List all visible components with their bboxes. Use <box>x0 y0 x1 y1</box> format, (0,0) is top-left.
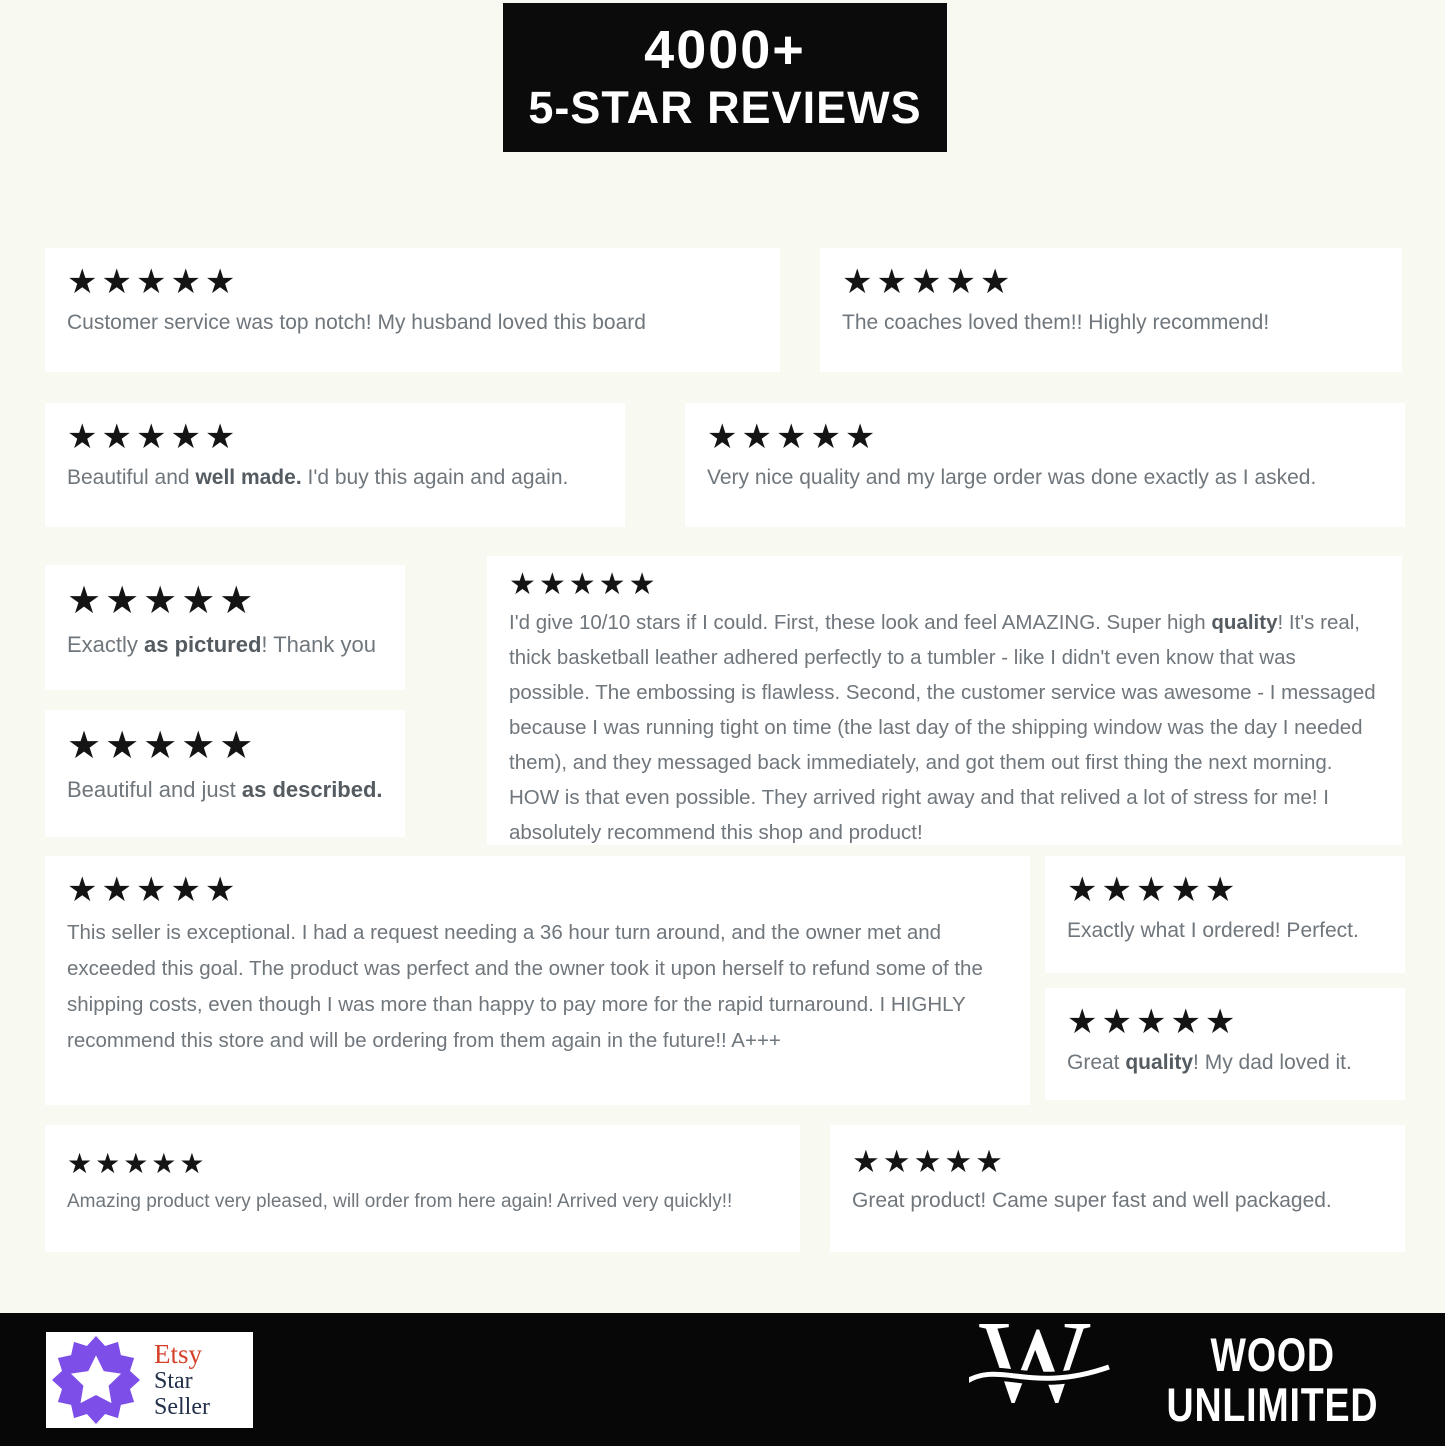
review-card <box>45 248 780 372</box>
w-monogram-icon <box>979 1296 1104 1439</box>
review-card <box>45 565 405 690</box>
star-rating: ★★★★★ <box>67 418 240 456</box>
review-text: Very nice quality and my large order was done exactly as I asked. <box>707 466 1317 490</box>
star-rating: ★★★★★ <box>509 568 659 601</box>
review-text: Customer service was top notch! My husband loved this board <box>67 311 646 335</box>
review-text: This seller is exceptional. I had a request needing a 36 hour turn around, and the owner met and exceeded this goal. The product was perfect and the owner took it upon herself to refund some of the shipping costs, even though I was more than happy to pay more for the rapid turnaround. I HIGHLY recommend this store and will be ordering from them again in the future!! A+++ <box>67 921 983 1053</box>
star-rating: ★★★★★ <box>852 1144 1006 1179</box>
reviews-count: 4000+ <box>644 19 806 80</box>
star-seal-icon <box>52 1336 140 1424</box>
brand-name-line2: UNLIMITED <box>1166 1378 1379 1431</box>
star-rating: ★★★★★ <box>67 871 240 909</box>
star-rating: ★★★★★ <box>67 580 258 622</box>
review-card <box>830 1125 1405 1252</box>
star-rating: ★★★★★ <box>67 263 240 301</box>
review-text: Amazing product very pleased, will order from here again! Arrived very quickly!! <box>67 1190 733 1212</box>
review-card <box>1045 988 1405 1100</box>
review-card <box>45 856 1030 1105</box>
star-seller-label: Star Seller <box>154 1368 210 1420</box>
review-text: Great quality! My dad loved it. <box>1067 1051 1352 1075</box>
review-card <box>820 248 1402 372</box>
review-text: Exactly what I ordered! Perfect. <box>1067 919 1359 943</box>
reviews-banner-label: 5-STAR REVIEWS <box>528 81 922 133</box>
w-monogram-letter: W <box>979 1296 1091 1427</box>
review-card <box>45 1125 800 1252</box>
star-rating: ★★★★★ <box>842 263 1015 301</box>
review-text: Exactly as pictured! Thank you <box>67 631 376 657</box>
wood-unlimited-logo <box>979 1296 1405 1439</box>
star-rating: ★★★★★ <box>707 418 880 456</box>
star-rating: ★★★★★ <box>1067 871 1240 909</box>
star-rating: ★★★★★ <box>67 1148 208 1179</box>
etsy-brand-text: Etsy <box>154 1339 203 1369</box>
review-text: Beautiful and just as described. <box>67 776 383 802</box>
review-text: The coaches loved them!! Highly recommend! <box>842 311 1270 335</box>
star-rating: ★★★★★ <box>67 725 258 767</box>
review-card <box>45 403 625 527</box>
review-text: Great product! Came super fast and well packaged. <box>852 1189 1332 1213</box>
review-text: I'd give 10/10 stars if I could. First, these look and feel AMAZING. Super high quality! It's real, thick basketball leather adhered perfectly to a tumbler - like I didn't even know that was possible. The embossing is flawless. Second, the customer service was awesome - I messaged because I was running tight on time (the last day of the shipping window was the day I needed them), and they messaged back immediately, and got them out first thing the next morning. HOW is that even possible. They arrived right away and that relived a lot of stress for me! I absolutely recommend this shop and product! <box>509 611 1376 844</box>
review-card <box>1045 856 1405 973</box>
reviews-count-banner <box>503 3 947 152</box>
brand-name-line1: WOOD <box>1210 1328 1335 1381</box>
etsy-star-seller-badge <box>46 1332 253 1428</box>
review-text: Beautiful and well made. I'd buy this again and again. <box>67 466 569 490</box>
review-card <box>45 710 405 837</box>
footer <box>0 1296 1445 1446</box>
review-card <box>685 403 1405 527</box>
star-rating: ★★★★★ <box>1067 1003 1240 1041</box>
review-card <box>487 556 1402 845</box>
